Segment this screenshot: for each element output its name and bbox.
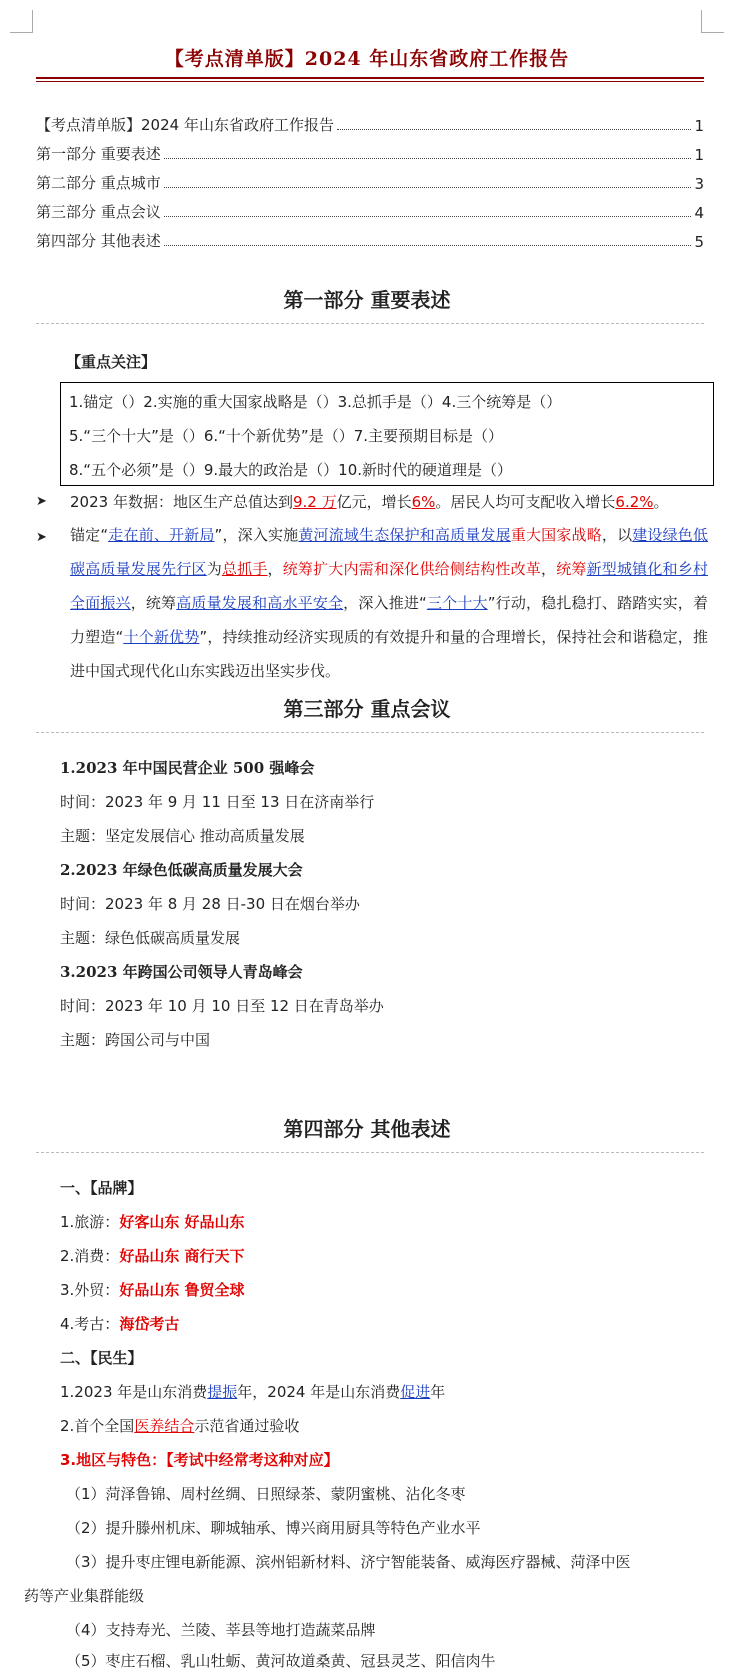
toc-entry[interactable] bbox=[36, 193, 704, 222]
keyword: 促进 bbox=[400, 1383, 431, 1401]
table-of-contents bbox=[36, 106, 704, 251]
brand-category: 4.考古： bbox=[60, 1315, 120, 1333]
meeting-title: 2.2023 年绿色低碳高质量发展大会 bbox=[60, 861, 303, 879]
brand-slogan: 好客山东 好品山东 bbox=[119, 1213, 245, 1231]
region-item: （1）菏泽鲁锦、周村丝绸、日照绿茶、蒙阴蜜桃、沾化冬枣 bbox=[66, 1485, 466, 1503]
text-span: 为 bbox=[206, 560, 222, 578]
keyword: 提振 bbox=[207, 1383, 238, 1401]
region-item: （5）枣庄石榴、乳山牡蛎、黄河故道桑黄、冠县灵芝、阳信肉牛 bbox=[66, 1652, 496, 1670]
toc-entry-title: 【考点清单版】2024 年山东省政府工作报告 bbox=[36, 116, 334, 134]
brand-slogan: 好品山东 鲁贸全球 bbox=[119, 1281, 245, 1299]
text-span: ”，深入实施 bbox=[214, 526, 299, 544]
brand-item bbox=[60, 1212, 245, 1232]
toc-entry-title: 第四部分 其他表述 bbox=[36, 232, 161, 250]
toc-entry-title: 第三部分 重点会议 bbox=[36, 203, 161, 221]
meeting-theme: 主题：跨国公司与中国 bbox=[60, 1031, 211, 1049]
header-rule-thin bbox=[36, 81, 704, 82]
anchor-statement-paragraph bbox=[70, 518, 708, 688]
toc-entry-page: 5 bbox=[694, 233, 704, 251]
livelihood-item bbox=[60, 1416, 299, 1436]
meeting-title: 1.2023 年中国民营企业 500 强峰会 bbox=[60, 759, 315, 777]
region-item: （3）提升枣庄锂电新能源、滨州铝新材料、济宁智能装备、威海医疗器械、菏泽中医 bbox=[66, 1553, 631, 1571]
section-divider bbox=[36, 732, 704, 733]
text-span: 2.首个全国 bbox=[60, 1417, 135, 1435]
section-divider bbox=[36, 1152, 704, 1153]
text-span: 亿元，增长 bbox=[336, 493, 412, 511]
keyword: 十个新优势 bbox=[123, 628, 200, 646]
text-span: 1.2023 年是山东消费 bbox=[60, 1383, 208, 1401]
crop-mark-top-left bbox=[10, 10, 33, 33]
bullet-arrow-icon: ➤ bbox=[36, 494, 47, 509]
income-growth: 6.2% bbox=[615, 493, 654, 511]
keyword: 黄河流域生态保护和高质量发展 bbox=[298, 526, 511, 544]
toc-entry-title: 第二部分 重点城市 bbox=[36, 174, 161, 192]
region-label: 3.地区与特色：【考试中经常考这种对应】 bbox=[60, 1451, 339, 1469]
text-span: ，深入推进“ bbox=[343, 594, 427, 612]
focus-label: 【重点关注】 bbox=[66, 353, 157, 371]
brand-slogan: 好品山东 商行天下 bbox=[119, 1247, 245, 1265]
toc-leader bbox=[337, 129, 691, 130]
part4-heading: 第四部分 其他表述 bbox=[283, 1117, 451, 1141]
bullet-arrow-icon: ➤ bbox=[36, 530, 47, 545]
livelihood-item bbox=[60, 1382, 445, 1402]
keyword: 三个十大 bbox=[426, 594, 488, 612]
toc-leader bbox=[164, 187, 691, 188]
focus-question-line: 1.锚定（）2.实施的重大国家战略是（）3.总抓手是（）4.三个统筹是（） bbox=[69, 393, 562, 411]
toc-entry[interactable] bbox=[36, 106, 704, 135]
livelihood-label: 二、【民生】 bbox=[60, 1349, 143, 1367]
part1-heading: 第一部分 重要表述 bbox=[283, 288, 451, 312]
toc-entry[interactable] bbox=[36, 222, 704, 251]
text-span: ”行动，稳扎稳打、踏踏实实，着力塑造“ bbox=[70, 594, 708, 646]
crop-mark-top-right bbox=[701, 10, 724, 33]
toc-entry-page: 3 bbox=[694, 175, 704, 193]
gdp-growth: 6% bbox=[411, 493, 436, 511]
keyword: 走在前、开新局 bbox=[108, 526, 215, 544]
gdp-value: 9.2 万 bbox=[292, 493, 337, 511]
brand-item bbox=[60, 1314, 179, 1334]
meeting-time: 时间：2023 年 9 月 11 日至 13 日在济南举行 bbox=[60, 793, 375, 811]
data-2023-statement bbox=[70, 492, 669, 512]
text-span: ，统筹 bbox=[130, 594, 177, 612]
keyword-red: 重大国家战略 bbox=[510, 526, 602, 544]
text-span: ， bbox=[541, 560, 557, 578]
brand-category: 3.外贸： bbox=[60, 1281, 120, 1299]
brand-item bbox=[60, 1280, 245, 1300]
text-span: 。 bbox=[653, 493, 669, 511]
keyword-red: 总抓手 bbox=[221, 560, 268, 578]
meeting-time: 时间：2023 年 8 月 28 日-30 日在烟台举办 bbox=[60, 895, 360, 913]
toc-leader bbox=[164, 245, 691, 246]
text-span: 2023 年数据：地区生产总值达到 bbox=[70, 493, 293, 511]
toc-leader bbox=[164, 216, 691, 217]
document-title: 【考点清单版】2024 年山东省政府工作报告 bbox=[164, 48, 570, 70]
header-rule-thick bbox=[36, 77, 704, 79]
text-span: 年，2024 年是山东消费 bbox=[237, 1383, 401, 1401]
section-divider bbox=[36, 323, 704, 324]
text-span: ， bbox=[267, 560, 283, 578]
brand-label: 一、【品牌】 bbox=[60, 1179, 143, 1197]
toc-entry[interactable] bbox=[36, 135, 704, 164]
keyword: 建设绿色低碳高质量发展先行区 bbox=[70, 526, 708, 578]
keyword: 高质量发展和高水平安全 bbox=[176, 594, 344, 612]
focus-question-line: 5.“三个十大”是（）6.“十个新优势”是（）7.主要预期目标是（） bbox=[69, 427, 504, 445]
keyword-red: 统筹 bbox=[556, 560, 587, 578]
brand-slogan: 海岱考古 bbox=[119, 1315, 180, 1333]
toc-entry-page: 1 bbox=[694, 146, 704, 164]
brand-category: 1.旅游： bbox=[60, 1213, 120, 1231]
text-span: ”，持续推动经济实现质的有效提升和量的合理增长，保持社会和谐稳定，推进中国式现代化山东实践迈出坚实步伐。 bbox=[70, 628, 708, 680]
region-item-continuation: 药等产业集群能级 bbox=[24, 1587, 145, 1605]
toc-entry[interactable] bbox=[36, 164, 704, 193]
brand-category: 2.消费： bbox=[60, 1247, 120, 1265]
meeting-theme: 主题：坚定发展信心 推动高质量发展 bbox=[60, 827, 305, 845]
brand-item bbox=[60, 1246, 245, 1266]
part3-heading: 第三部分 重点会议 bbox=[283, 697, 451, 721]
text-span: ，以 bbox=[601, 526, 633, 544]
toc-entry-page: 1 bbox=[694, 117, 704, 135]
text-span: 年 bbox=[430, 1383, 446, 1401]
keyword-red: 医养结合 bbox=[134, 1417, 195, 1435]
toc-entry-title: 第一部分 重要表述 bbox=[36, 145, 161, 163]
meeting-title: 3.2023 年跨国公司领导人青岛峰会 bbox=[60, 963, 303, 981]
focus-question-box bbox=[60, 382, 714, 486]
keyword-red: 统筹扩大内需和深化供给侧结构性改革 bbox=[282, 560, 541, 578]
region-item: （2）提升滕州机床、聊城轴承、博兴商用厨具等特色产业水平 bbox=[66, 1519, 481, 1537]
text-span: 示范省通过验收 bbox=[194, 1417, 300, 1435]
keyword: 新型城镇化和乡村全面振兴 bbox=[70, 560, 708, 612]
toc-entry-page: 4 bbox=[694, 204, 704, 222]
meeting-theme: 主题：绿色低碳高质量发展 bbox=[60, 929, 241, 947]
toc-leader bbox=[164, 158, 691, 159]
focus-question-line: 8.“五个必须”是（）9.最大的政治是（）10.新时代的硬道理是（） bbox=[69, 461, 513, 479]
text-span: 。居民人均可支配收入增长 bbox=[435, 493, 616, 511]
meeting-time: 时间：2023 年 10 月 10 日至 12 日在青岛举办 bbox=[60, 997, 384, 1015]
region-item: （4）支持寿光、兰陵、莘县等地打造蔬菜品牌 bbox=[66, 1621, 376, 1639]
text-span: 锚定“ bbox=[70, 526, 109, 544]
